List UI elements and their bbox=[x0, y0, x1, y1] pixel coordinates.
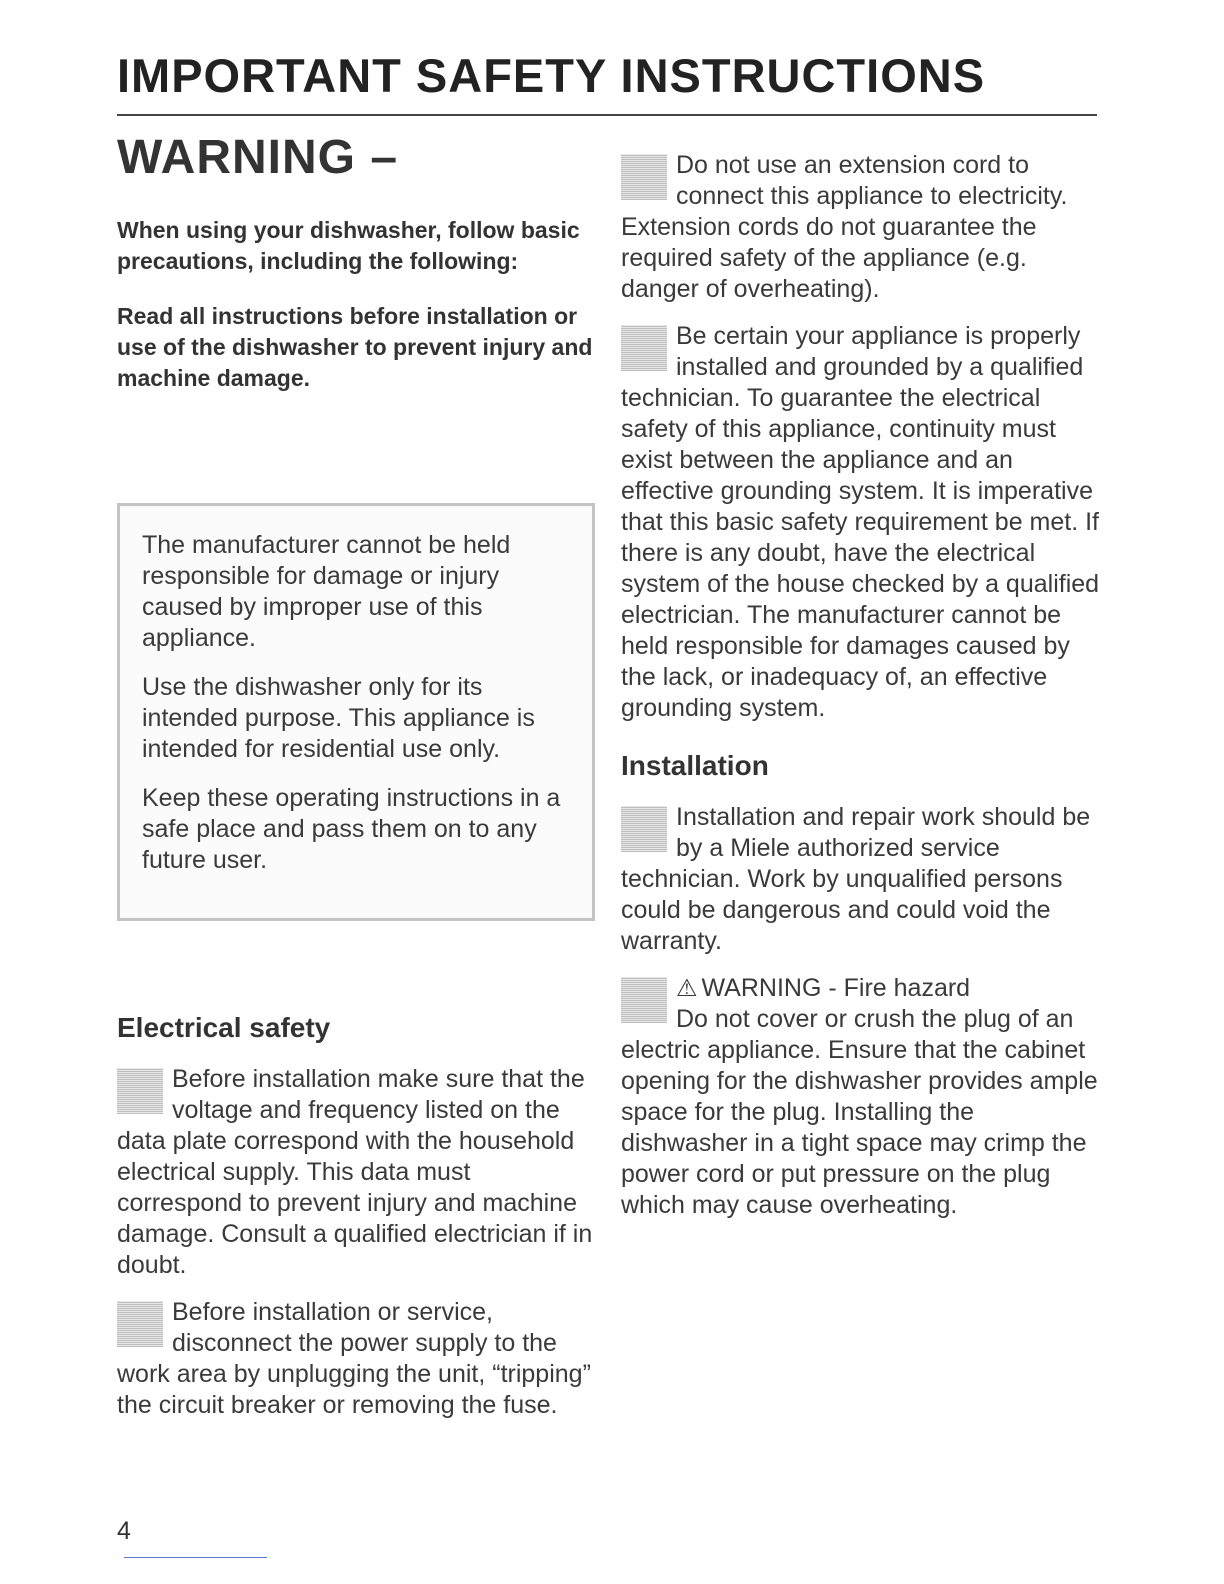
bullet-icon bbox=[117, 1301, 163, 1347]
installation-heading: Installation bbox=[621, 750, 769, 781]
bullet-icon bbox=[621, 806, 667, 852]
electrical-voltage-paragraph: Before installation make sure that the voltage and frequency listed on the data plate correspond with the household electrical supply. This data must correspond to prevent injury and machine damage. Consult a qualified electrician if in doubt. bbox=[117, 1065, 593, 1279]
extension-cord-paragraph: Do not use an extension cord to connect this appliance to electricity. Extension cords do not guarantee the required safety of the appliance (e.g. danger of overheating). bbox=[621, 151, 1068, 303]
warning-heading: WARNING – bbox=[117, 131, 399, 184]
right-column bbox=[621, 150, 1101, 1237]
note-keep-instructions: Keep these operating instructions in a safe place and pass them on to any future user. bbox=[142, 784, 561, 874]
grounding-paragraph: Be certain your appliance is properly installed and grounded by a qualified technician. To guarantee the electrical safety of this appliance, continuity must exist between the appliance and an effective grounding system. It is imperative that this basic safety requirement be met. If there is any doubt, have the electrical system of the house checked by a qualified electrician. The manufacturer cannot be held responsible for damages caused by the lack, or inadequacy of, an effective grounding system. bbox=[621, 322, 1100, 722]
bullet-icon bbox=[621, 325, 667, 371]
title-rule bbox=[117, 114, 1097, 116]
note-liability: The manufacturer cannot be held responsible for damage or injury caused by improper use of this appliance. bbox=[142, 531, 511, 652]
fire-hazard-label: WARNING - Fire hazard bbox=[701, 974, 971, 1002]
electrical-safety-section bbox=[117, 1012, 595, 1437]
warning-triangle-icon: ⚠ bbox=[676, 975, 698, 1002]
electrical-disconnect-paragraph: Before installation or service, disconnect the power supply to the work area by unplugging the unit, “tripping” the circuit breaker or removing the fuse. bbox=[117, 1298, 591, 1419]
warning-intro: When using your dishwasher, follow basic precautions, including the following: bbox=[117, 217, 580, 274]
bullet-icon bbox=[621, 977, 667, 1023]
bullet-icon bbox=[117, 1068, 163, 1114]
bullet-icon bbox=[621, 154, 667, 200]
read-instructions-notice: Read all instructions before installation or use of the dishwasher to prevent injury and machine damage. bbox=[117, 303, 593, 391]
electrical-safety-heading: Electrical safety bbox=[117, 1012, 331, 1043]
note-intended-use: Use the dishwasher only for its intended purpose. This appliance is intended for residential use only. bbox=[142, 673, 535, 763]
left-column bbox=[117, 130, 595, 418]
installation-paragraph: Installation and repair work should be by a Miele authorized service technician. Work by unqualified persons could be dangerous and could void the warranty. bbox=[621, 803, 1091, 955]
fire-hazard-paragraph: ⚠ WARNING - Fire hazard Do not cover or crush the plug of an electric appliance. Ensure that the cabinet opening for the dishwasher provides ample space for the plug. Installing the dishwasher in a tight space may crimp the power cord or put pressure on the plug which may cause overheating. bbox=[621, 974, 1098, 1219]
page-number: 4 bbox=[117, 1517, 131, 1545]
page-title: IMPORTANT SAFETY INSTRUCTIONS bbox=[117, 49, 986, 102]
footer-line bbox=[124, 1557, 267, 1558]
note-box bbox=[117, 503, 595, 921]
